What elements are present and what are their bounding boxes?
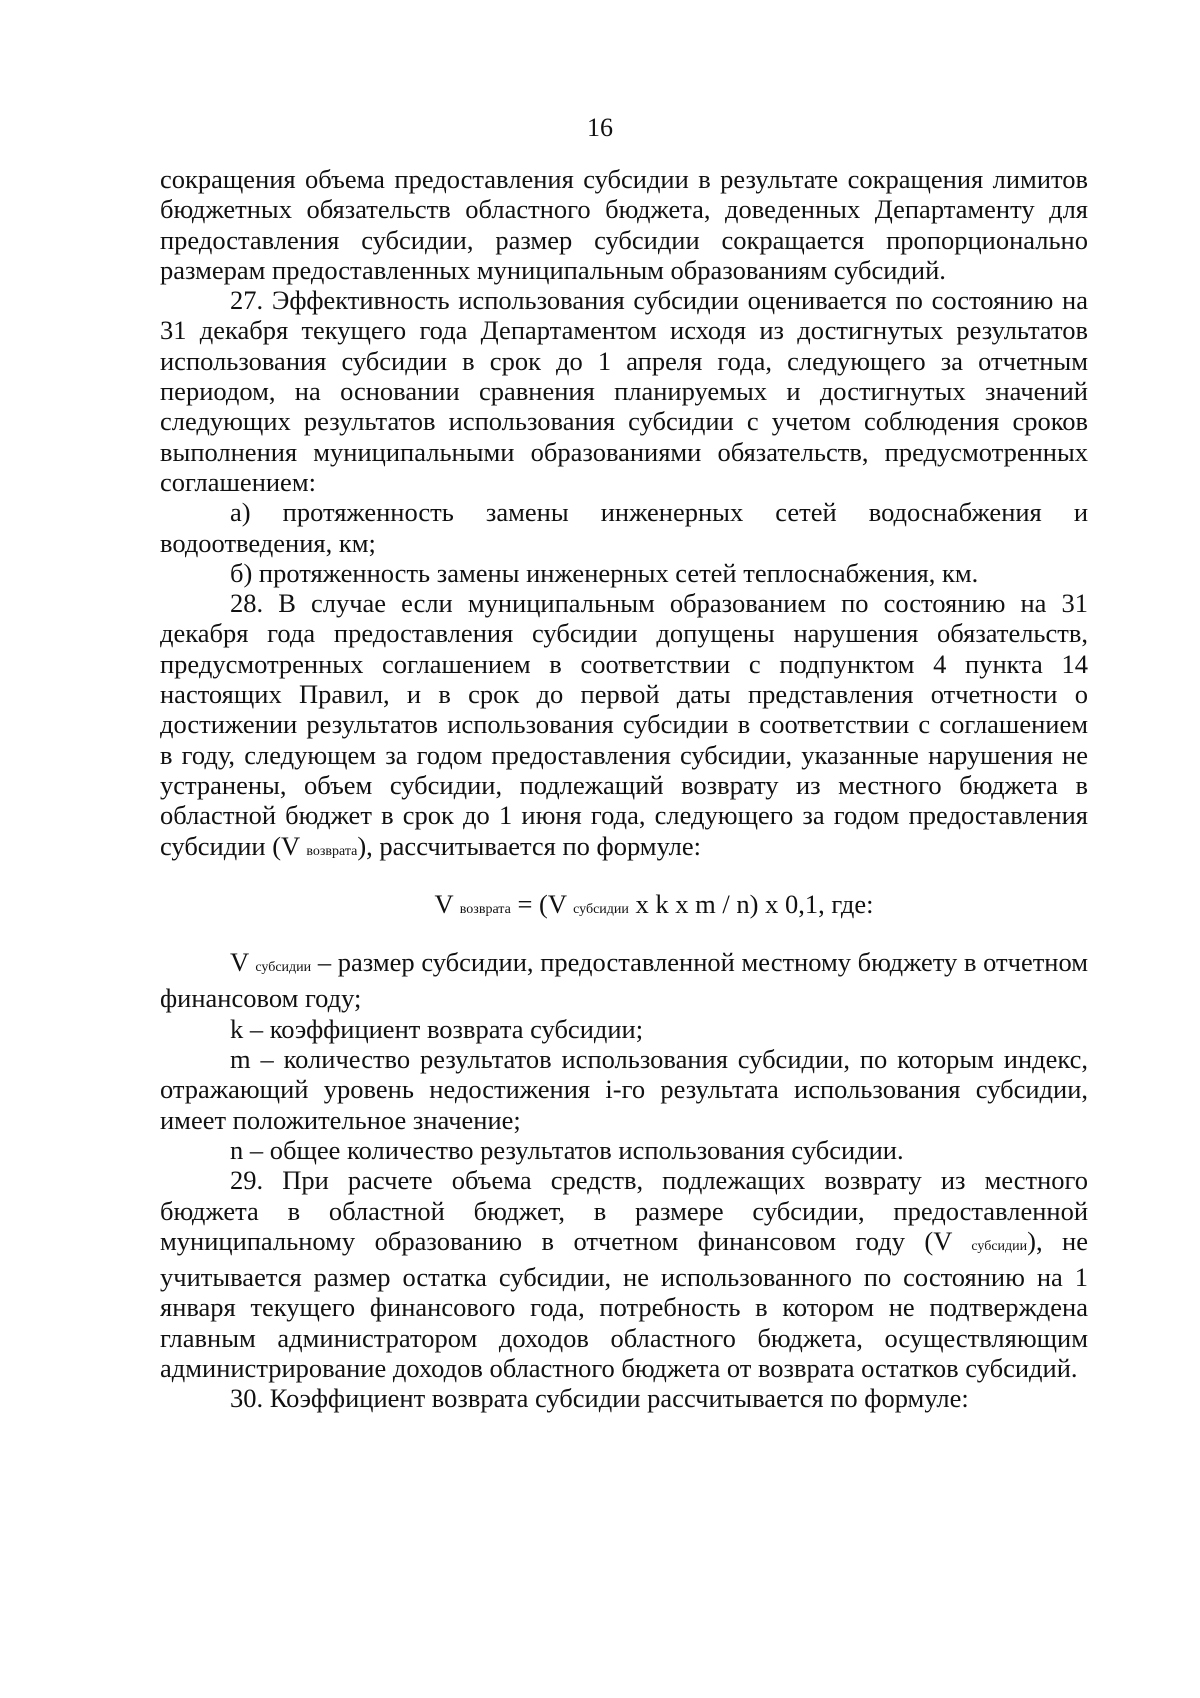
- definition-v-text: – размер субсидии, предоставленной местному бюджету в отчетном финансовом году;: [160, 947, 1089, 1014]
- paragraph-29-text: 29. При расчете объема средств, подлежащих возврату из местного бюджета в областной бюджет, в размере субсидии, предоставленной муниципальному образованию в отчетном финансовом году (V: [160, 1165, 1088, 1256]
- paragraph-27-b: б) протяженность замены инженерных сетей теплоснабжения, км.: [230, 557, 979, 588]
- formula-v-return-subscript: возврата: [459, 901, 511, 917]
- definition-v-symbol: V: [230, 947, 249, 978]
- definition-v-subsidy: [160, 947, 1088, 1014]
- paragraph-30: 30. Коэффициент возврата субсидии рассчитывается по формуле:: [230, 1383, 969, 1414]
- paragraph-29-tail: ), не учитывается размер остатка субсидии, не использованного по состоянию на 1 января текущего финансового года, потребность в котором не подтверждена главным администратором доходов областного бюджета, осуществляющим администрирование доходов областного бюджета от возврата остатков субсидий.: [160, 1225, 1088, 1383]
- formula-rhs: x k x m / n) x 0,1, где:: [628, 888, 874, 919]
- formula-subsidy-subscript: субсидии: [573, 901, 629, 917]
- definition-n: n – общее количество результатов использования субсидии.: [230, 1134, 904, 1165]
- paragraph-28: [160, 588, 1088, 867]
- paragraph-29: [160, 1165, 1088, 1383]
- paragraph-28-text: 28. В случае если муниципальным образованием по состоянию на 31 декабря года предоставления субсидии допущены нарушения обязательств, предусмотренных соглашением в соответствии с подпунктом 4 пункта 14 настоящих Правил, и в срок до первой даты представления отчетности о достижении результатов использования субсидии в соответствии с соглашением в году, следующем за годом предоставления субсидии, указанные нарушения не устранены, объем субсидии, подлежащий возврату из местного бюджета в областной бюджет в срок до 1 июня года, следующего за годом предоставления субсидии (V: [160, 588, 1088, 861]
- definition-v-subscript: субсидии: [255, 960, 312, 976]
- return-formula: [160, 889, 1088, 925]
- paragraph-28-tail: ), рассчитывается по формуле:: [357, 830, 702, 861]
- paragraph-29-subscript: субсидии: [971, 1238, 1028, 1254]
- paragraph-28-subscript: возврата: [306, 843, 358, 859]
- definition-m: m – количество результатов использования субсидии, по которым индекс, отражающий уровень недостижения i-го результата использования субсидии, имеет положительное значение;: [160, 1044, 1088, 1135]
- document-body: [160, 164, 1088, 1414]
- definition-k: k – коэффициент возврата субсидии;: [230, 1013, 644, 1044]
- formula-v-symbol: V: [434, 888, 454, 919]
- page-number: 16: [587, 113, 613, 142]
- formula-eq-open: = (V: [510, 888, 567, 919]
- paragraph-27-a: а) протяженность замены инженерных сетей водоснабжения и водоотведения, км;: [160, 497, 1088, 558]
- paragraph-27: 27. Эффективность использования субсидии оценивается по состоянию на 31 декабря текущего года Департаментом исходя из достигнутых результатов использования субсидии в срок до 1 апреля года, следующего за отчетным периодом, на основании сравнения планируемых и достигнутых значений следующих результатов использования субсидии с учетом соблюдения сроков выполнения муниципальными образованиями обязательств, предусмотренных соглашением:: [160, 285, 1088, 497]
- paragraph-intro: сокращения объема предоставления субсидии в результате сокращения лимитов бюджетных обязательств областного бюджета, доведенных Департаменту для предоставления субсидии, размер субсидии сокращается пропорционально размерам предоставленных муниципальным образованиям субсидий.: [160, 164, 1088, 285]
